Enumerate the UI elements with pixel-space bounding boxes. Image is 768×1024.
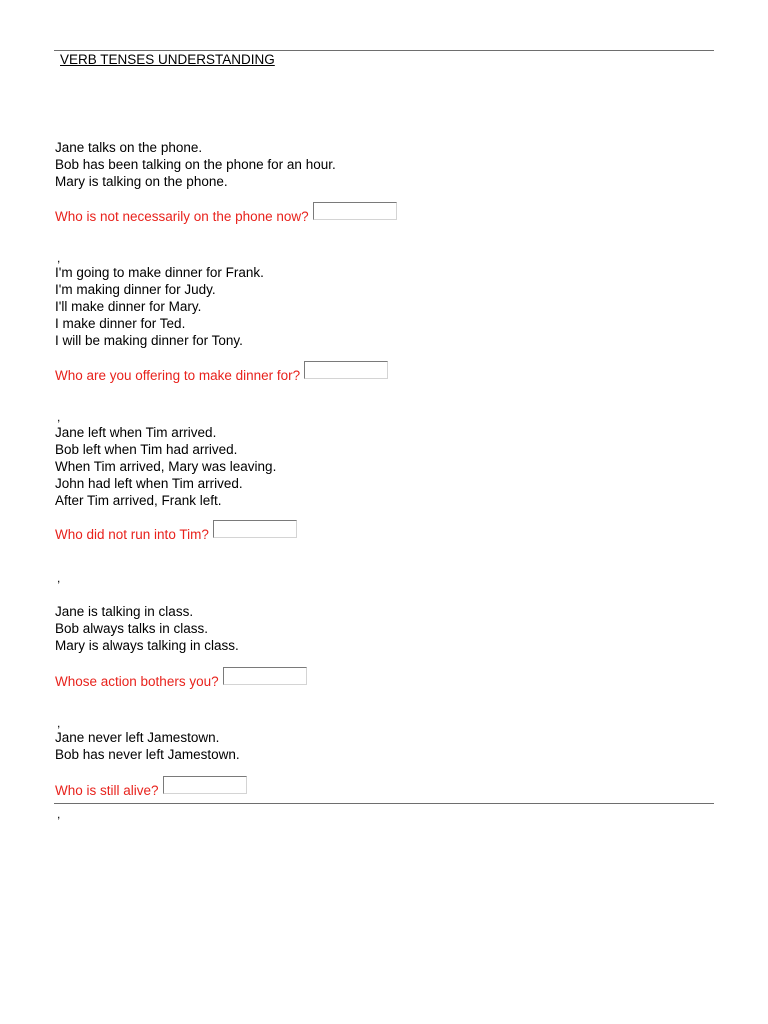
question-1 [55, 207, 397, 225]
sentence: Mary is talking on the phone. [55, 174, 228, 189]
answer-input-3[interactable] [213, 520, 297, 538]
question-text: Whose action bothers you? [55, 674, 219, 689]
answer-input-1[interactable] [313, 202, 397, 220]
separator-comma: , [57, 716, 61, 730]
question-5 [55, 781, 247, 799]
question-text: Who are you offering to make dinner for? [55, 368, 301, 383]
answer-input-2[interactable] [304, 361, 388, 379]
sentence: After Tim arrived, Frank left. [55, 493, 222, 508]
bottom-divider [54, 803, 714, 804]
sentence: Jane is talking in class. [55, 604, 194, 619]
sentence: Jane never left Jamestown. [55, 730, 220, 745]
sentence: Bob left when Tim had arrived. [55, 442, 238, 457]
sentence-group-1 [55, 139, 336, 190]
sentence: I'm going to make dinner for Frank. [55, 265, 264, 280]
sentence: John had left when Tim arrived. [55, 476, 243, 491]
separator-comma: , [57, 807, 61, 821]
sentence: I'll make dinner for Mary. [55, 299, 202, 314]
sentence-group-2 [55, 264, 264, 349]
sentence: Bob has never left Jamestown. [55, 747, 240, 762]
question-text: Who did not run into Tim? [55, 527, 209, 542]
sentence-group-3 [55, 424, 276, 509]
sentence: Bob always talks in class. [55, 621, 209, 636]
answer-input-5[interactable] [163, 776, 247, 794]
sentence: When Tim arrived, Mary was leaving. [55, 459, 277, 474]
separator-comma: , [57, 410, 61, 424]
separator-comma: , [57, 251, 61, 265]
question-text: Who is not necessarily on the phone now? [55, 209, 309, 224]
page-title: VERB TENSES UNDERSTANDING [60, 52, 275, 67]
sentence: I make dinner for Ted. [55, 316, 186, 331]
question-4 [55, 672, 307, 690]
sentence: I will be making dinner for Tony. [55, 333, 243, 348]
sentence: Mary is always talking in class. [55, 638, 239, 653]
sentence: Bob has been talking on the phone for an hour. [55, 157, 336, 172]
sentence: I'm making dinner for Judy. [55, 282, 216, 297]
question-3 [55, 525, 297, 543]
sentence: Jane talks on the phone. [55, 140, 203, 155]
sentence-group-5 [55, 729, 240, 763]
sentence-group-4 [55, 603, 239, 654]
answer-input-4[interactable] [223, 667, 307, 685]
sentence: Jane left when Tim arrived. [55, 425, 217, 440]
question-2 [55, 366, 388, 384]
question-text: Who is still alive? [55, 783, 159, 798]
separator-comma: , [57, 571, 61, 585]
